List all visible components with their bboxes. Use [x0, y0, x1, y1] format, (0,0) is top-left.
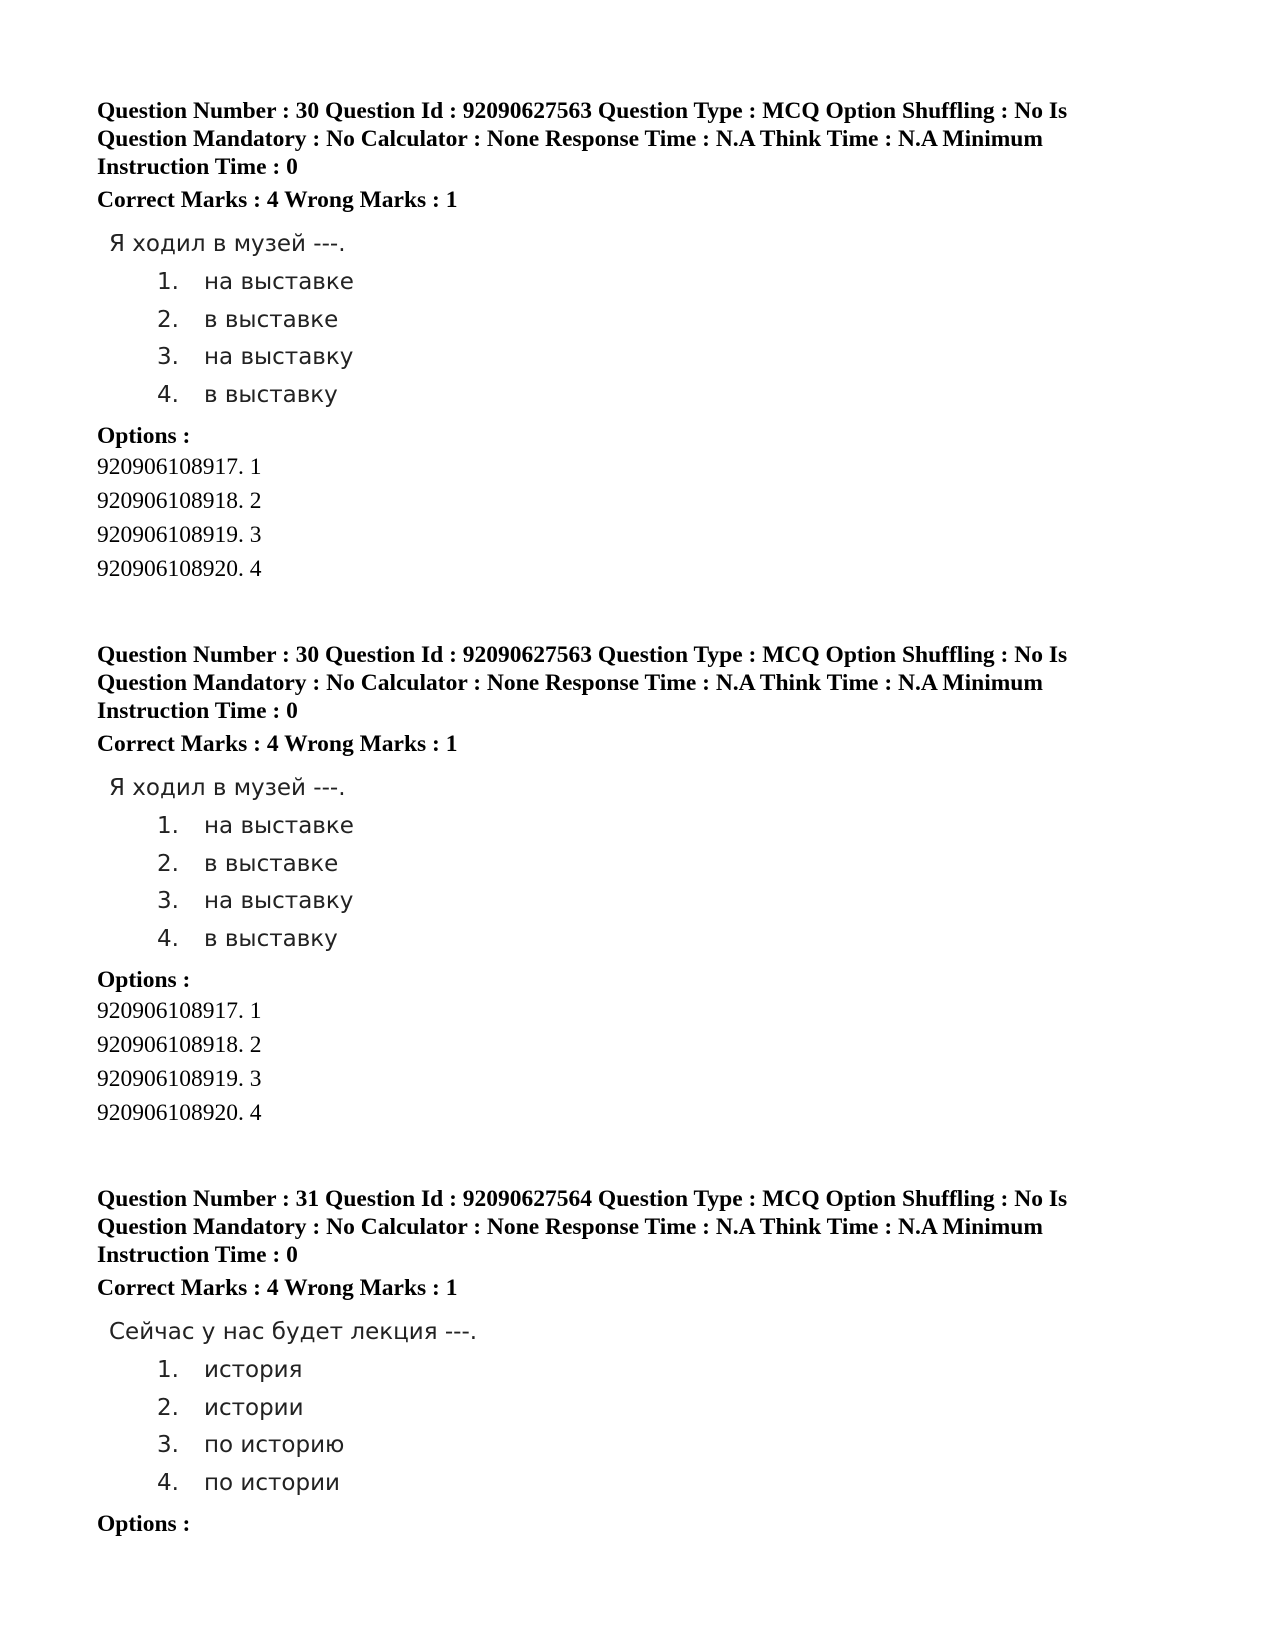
option-row: 920906108918. 2: [97, 488, 262, 514]
question-image: [97, 772, 1187, 958]
question-meta-line: Question Mandatory : No Calculator : None Response Time : N.A Think Time : N.A Minimum: [97, 670, 1043, 696]
choice-item: 1. на выставке: [157, 813, 354, 839]
option-row: 920906108918. 2: [97, 1032, 262, 1058]
question-image: [97, 1316, 1187, 1502]
choice-item: 4. в выставку: [157, 381, 338, 408]
options-label: Options :: [97, 423, 191, 449]
choice-item: 3. по историю: [157, 1432, 345, 1458]
choice-item: 2. в выставке: [157, 850, 339, 877]
marks-line: Correct Marks : 4 Wrong Marks : 1: [97, 187, 458, 213]
question-block: [97, 1185, 1187, 1538]
option-row: 920906108919. 3: [97, 1066, 262, 1092]
marks-line: Correct Marks : 4 Wrong Marks : 1: [97, 1275, 458, 1301]
option-row: 920906108920. 4: [97, 1100, 262, 1126]
choice-item: 3. на выставку: [157, 888, 354, 914]
question-meta-line: Question Mandatory : No Calculator : None Response Time : N.A Think Time : N.A Minimum: [97, 126, 1043, 152]
question-prompt: Я ходил в музей ---.: [109, 775, 346, 801]
choice-item: 4. в выставку: [157, 925, 338, 952]
choice-item: 3. на выставку: [157, 344, 354, 370]
question-prompt: Я ходил в музей ---.: [109, 231, 346, 257]
question-meta-line: Question Number : 31 Question Id : 92090627564 Question Type : MCQ Option Shuffling : No Is: [97, 1186, 1068, 1212]
choice-list: [97, 264, 1187, 414]
choice-item: 1. история: [157, 1357, 303, 1383]
choice-list: [97, 1352, 1187, 1502]
question-meta-line: Question Number : 30 Question Id : 92090627563 Question Type : MCQ Option Shuffling : No Is: [97, 642, 1068, 668]
option-row: 920906108917. 1: [97, 454, 262, 480]
option-row: 920906108920. 4: [97, 556, 262, 582]
choice-item: 4. по истории: [157, 1469, 340, 1496]
choice-item: 1. на выставке: [157, 269, 354, 295]
options-label: Options :: [97, 967, 191, 993]
choice-list: [97, 808, 1187, 958]
question-block: [97, 641, 1187, 1130]
choice-item: 2. в выставке: [157, 306, 339, 333]
option-row: 920906108917. 1: [97, 998, 262, 1024]
choice-item: 2. истории: [157, 1394, 304, 1421]
question-block: [97, 97, 1187, 586]
question-meta-line: Question Mandatory : No Calculator : None Response Time : N.A Think Time : N.A Minimum: [97, 1214, 1043, 1240]
question-image: [97, 228, 1187, 414]
option-row: 920906108919. 3: [97, 522, 262, 548]
options-label: Options :: [97, 1511, 191, 1537]
question-meta-line: Question Number : 30 Question Id : 92090627563 Question Type : MCQ Option Shuffling : No Is: [97, 98, 1068, 124]
question-prompt: Сейчас у нас будет лекция ---.: [109, 1319, 478, 1345]
question-meta-line: Instruction Time : 0: [97, 698, 298, 724]
marks-line: Correct Marks : 4 Wrong Marks : 1: [97, 731, 458, 757]
question-meta-line: Instruction Time : 0: [97, 1242, 298, 1268]
question-meta-line: Instruction Time : 0: [97, 154, 298, 180]
